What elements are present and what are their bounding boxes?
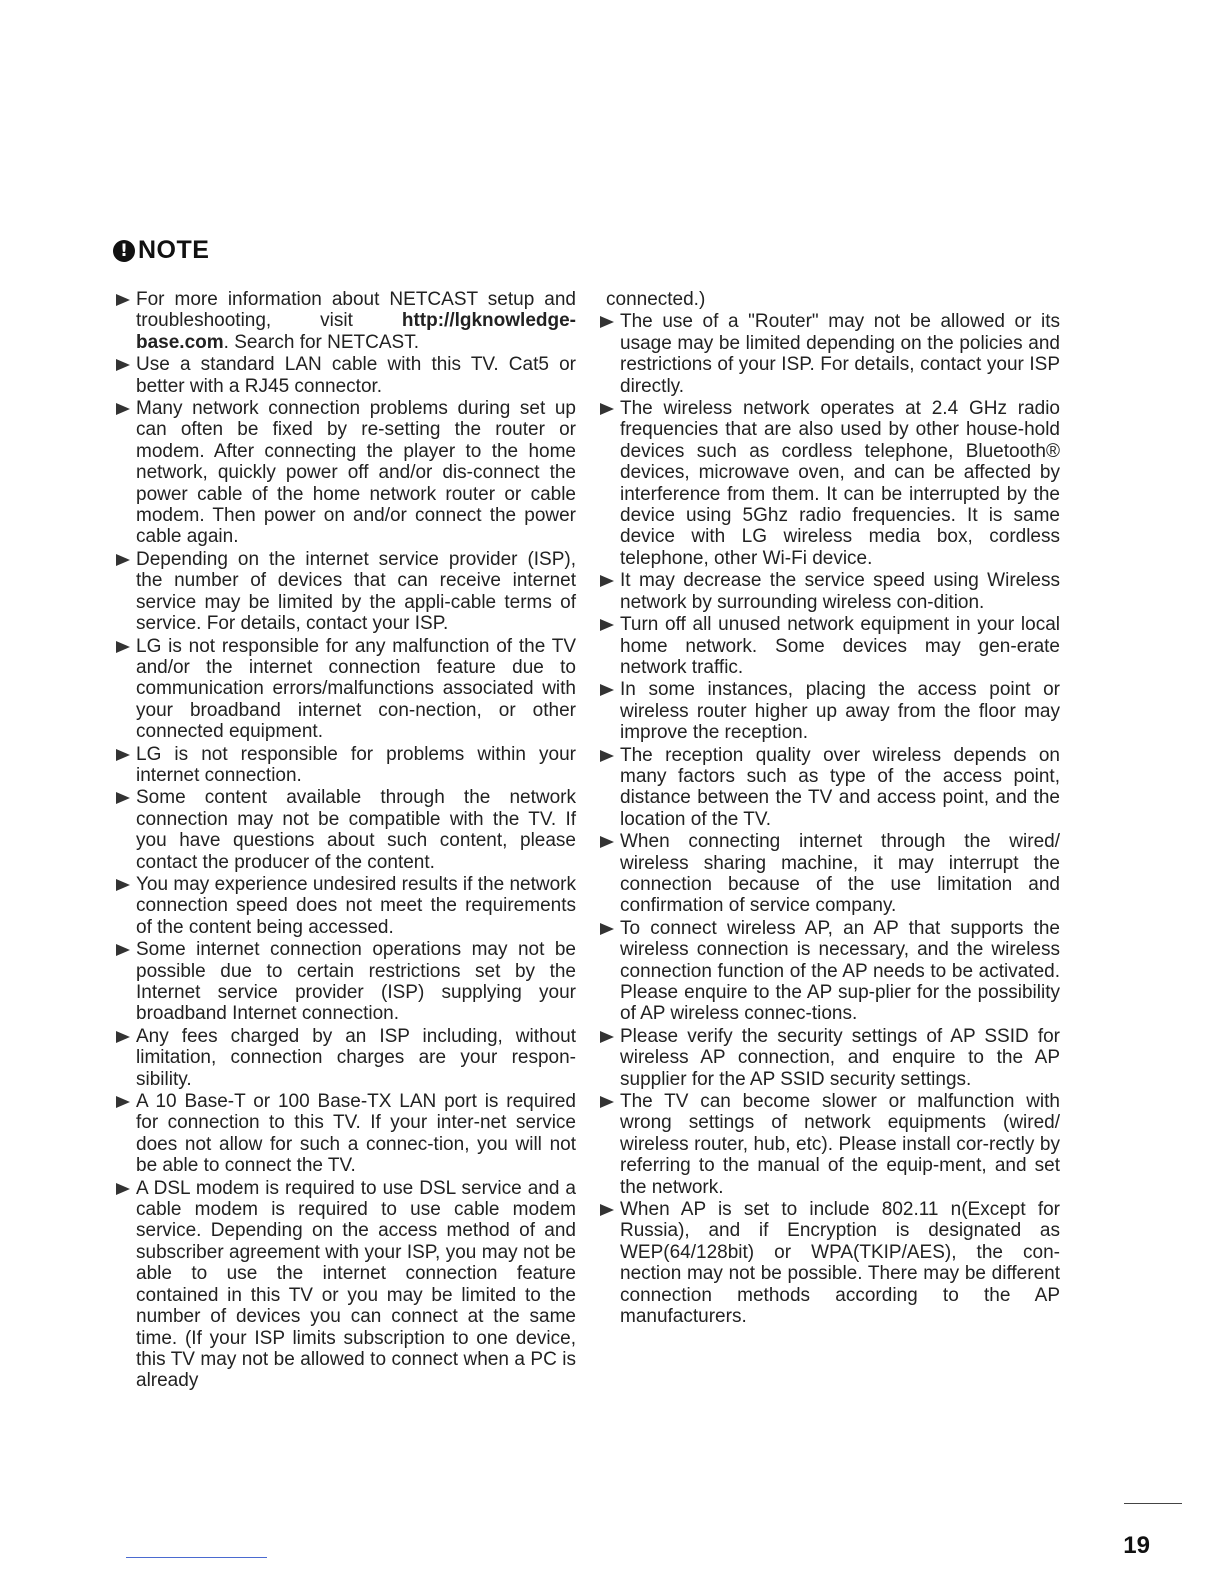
list-item: The reception quality over wireless depends on many factors such as type of the access point, distance between the TV and access point, and the location of the TV. [598,745,1060,831]
list-item: Many network connection problems during set up can often be fixed by re-setting the router or modem. After connecting the player to the home network, quickly power off and/or dis-connect the power cable of the home network router or cable modem. Then power on and/or connect the power cable again. [114,398,576,548]
list-item: Depending on the internet service provider (ISP), the number of devices that can receive internet service may be limited by the appli-cable terms of service. For details, contact your ISP. [114,549,576,635]
list-item: When connecting internet through the wired/ wireless sharing machine, it may interrupt the connection because of the use limitation and confirmation of service company. [598,831,1060,917]
list-item: To connect wireless AP, an AP that supports the wireless connection is necessary, and the wireless connection function of the AP needs to be activated. Please enquire to the AP sup-plier for the possibility of AP wireless connec-tions. [598,918,1060,1025]
list-item: You may experience undesired results if the network connection speed does not meet the requirements of the content being accessed. [114,874,576,938]
list-item: The use of a "Router" may not be allowed or its usage may be limited depending on the policies and restrictions of your ISP. For details, contact your ISP directly. [598,311,1060,397]
list-item: Some internet connection operations may not be possible due to certain restrictions set by the Internet service provider (ISP) supplying your broadband Internet connection. [114,939,576,1025]
list-item: LG is not responsible for any malfunction of the TV and/or the internet connection feature due to communication errors/malfunctions associated with your broadband internet con-nection, or other connected equipment. [114,636,576,743]
alert-icon: ! [113,240,135,262]
list-item: LG is not responsible for problems within your internet connection. [114,744,576,787]
url-link: http://lgknowledge- [401,310,576,332]
left-column [114,289,576,1393]
list-item: The wireless network operates at 2.4 GHz radio frequencies that are also used by other house-hold devices such as cordless telephone, Bluetooth® devices, microwave oven, and can be affected by interference from them. It can be interrupted by the device using 5Ghz radio frequencies. It is same device with LG wireless media box, cordless telephone, other Wi-Fi device. [598,398,1060,569]
divider [1124,1503,1182,1504]
list-item: Any fees charged by an ISP including, without limitation, connection charges are your respon-sibility. [114,1026,576,1090]
list-item: Some content available through the network connection may not be compatible with the TV. If you have questions about such content, please contact the producer of the content. [114,787,576,873]
note-header [113,236,209,265]
list-item: The TV can become slower or malfunction with wrong settings of network equipments (wired/ wireless router, hub, etc). Please install cor-rectly by referring to the manual of the equip-ment, and set the network. [598,1091,1060,1198]
list-item: Use a standard LAN cable with this TV. Cat5 or better with a RJ45 connector. [114,354,576,397]
list-item: A 10 Base-T or 100 Base-TX LAN port is required for connection to this TV. If your inter-net service does not allow for such a connec-tion, you will not be able to connect the TV. [114,1091,576,1177]
list-item: In some instances, placing the access point or wireless router higher up away from the floor may improve the reception. [598,679,1060,743]
list-item: Turn off all unused network equipment in your local home network. Some devices may gen-erate network traffic. [598,614,1060,678]
page-number: 19 [1123,1532,1150,1559]
list-item-continuation: connected.) [606,289,706,310]
list-item: When AP is set to include 802.11 n(Except for Russia), and if Encryption is designated as WEP(64/128bit) or WPA(TKIP/AES), the con-nection may not be possible. There may be different connection methods according to the AP manufacturers. [598,1199,1060,1327]
note-title: NOTE [138,236,210,264]
list-item: A DSL modem is required to use DSL service and a cable modem is required to use cable modem service. Depending on the access method of and subscriber agreement with your ISP, you may not be able to use the internet connection feature contained in this TV or you may be limited to the number of devices you can connect at the same time. (If your ISP limits subscription to one device, this TV may not be allowed to connect when a PC is already [114,1178,576,1392]
list-item: Please verify the security settings of AP SSID for wireless AP connection, and enquire to the AP supplier for the AP SSID security settings. [598,1026,1060,1090]
right-column [598,289,1060,1329]
url-link: base.com [136,331,224,353]
list-item: For more information about NETCAST setup and troubleshooting, visit http://lgknowledge-base.com. Search for NETCAST. [114,289,576,353]
divider [126,1557,267,1558]
list-item: It may decrease the service speed using Wireless network by surrounding wireless con-dition. [598,570,1060,613]
